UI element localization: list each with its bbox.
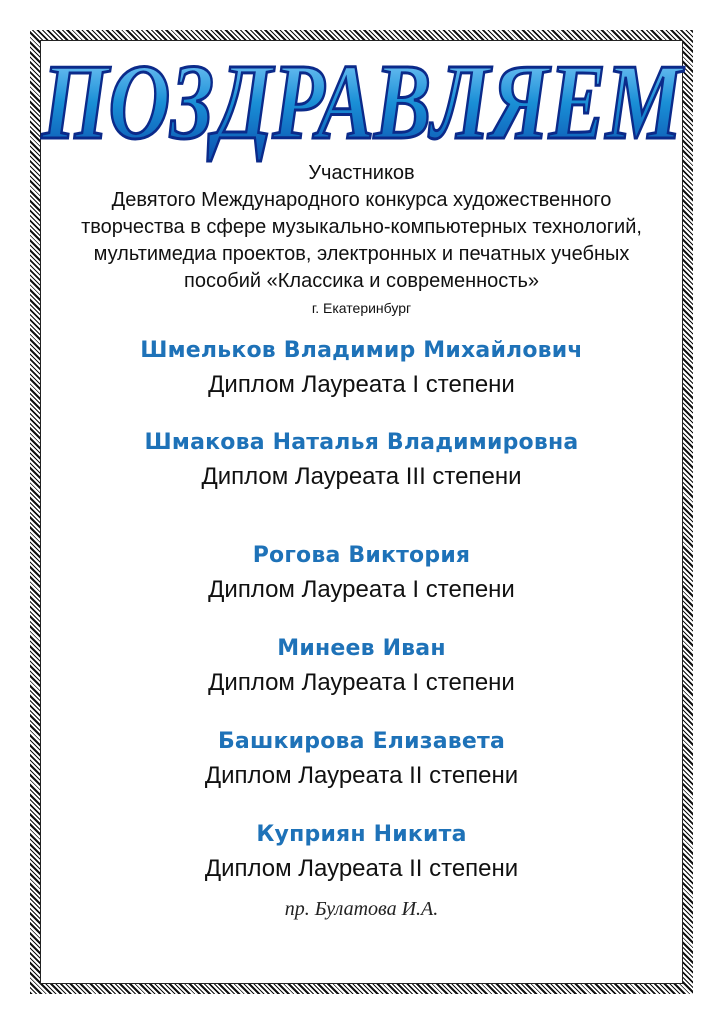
title-art xyxy=(0,26,723,166)
intro-line: творчества в сфере музыкально-компьютерных технологий, xyxy=(81,216,642,238)
signature: пр. Булатова И.А. xyxy=(284,898,439,920)
laureate-award: Диплом Лауреата I степени xyxy=(208,371,515,398)
laureate-name: Шмельков Владимир Михайлович xyxy=(140,338,583,363)
intro-block xyxy=(50,160,673,319)
intro-line: мультимедиа проектов, электронных и печатных учебных xyxy=(93,243,630,265)
laureate-award: Диплом Лауреата II степени xyxy=(204,762,519,789)
intro-line: Участников xyxy=(308,162,415,184)
city-label: г. Екатеринбург xyxy=(311,300,412,316)
intro-line: Девятого Международного конкурса художественного xyxy=(111,189,612,211)
laureate-entry xyxy=(50,425,673,493)
intro-line: пособий «Классика и современность» xyxy=(184,270,539,292)
laureate-entry xyxy=(50,538,673,606)
laureate-award: Диплом Лауреата I степени xyxy=(208,669,515,696)
laureate-name: Башкирова Елизавета xyxy=(217,729,506,754)
laureate-name: Шмакова Наталья Владимировна xyxy=(144,430,579,455)
laureate-entry xyxy=(50,333,673,401)
laureate-entry xyxy=(50,724,673,792)
laureate-award: Диплом Лауреата I степени xyxy=(208,576,515,603)
laureate-name: Куприян Никита xyxy=(256,822,467,847)
laureate-entry xyxy=(50,817,673,885)
laureate-award: Диплом Лауреата III степени xyxy=(201,463,522,490)
laureate-award: Диплом Лауреата II степени xyxy=(204,855,519,882)
title-text: ПОЗДРАВЛЯЕМ xyxy=(41,43,686,162)
laureate-name: Минеев Иван xyxy=(277,636,446,661)
page-title xyxy=(0,26,723,166)
laureate-name: Рогова Виктория xyxy=(252,543,471,568)
laureate-entry xyxy=(50,631,673,699)
